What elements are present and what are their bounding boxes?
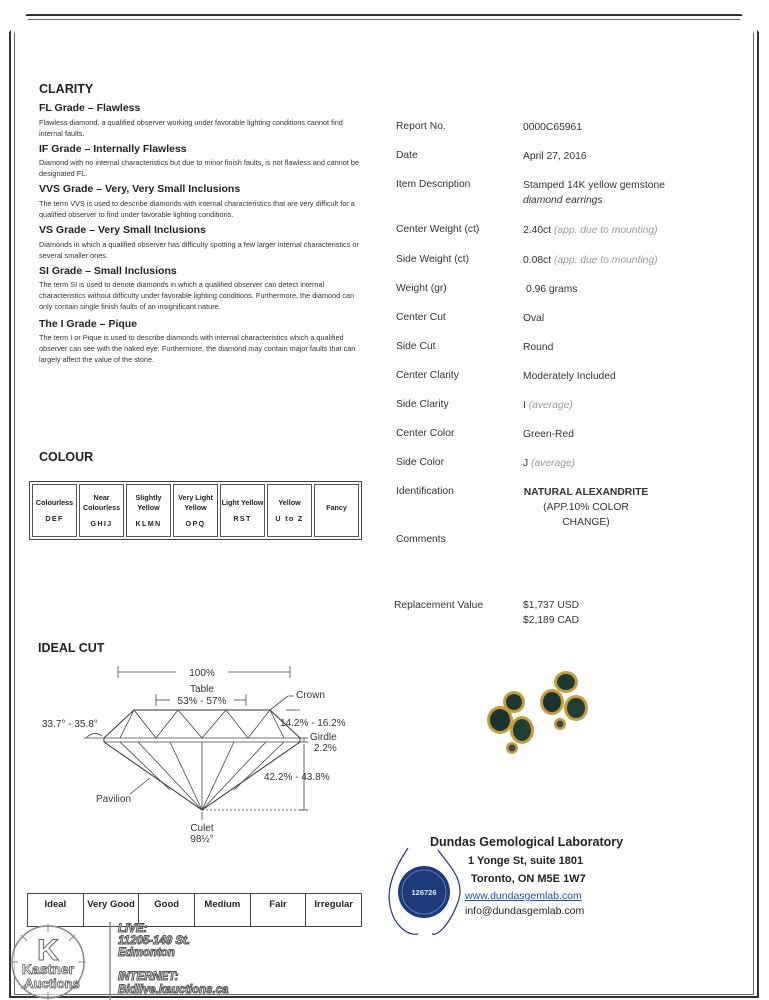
side-clarity-label: Side Clarity	[396, 399, 449, 410]
center-weight-value	[523, 223, 658, 238]
diagram-culet-value: 98½°	[190, 834, 214, 845]
lab-seal-stamp	[378, 846, 472, 938]
item-description-line1: Stamped 14K yellow gemstone	[523, 180, 665, 191]
cut-grade-cell: Ideal	[28, 894, 84, 926]
diagram-girdle-label: Girdle	[310, 732, 337, 743]
diagram-girdle-value: 2.2%	[314, 743, 337, 754]
colour-cell-label: Fancy	[326, 502, 347, 512]
diagram-culet-label: Culet	[190, 823, 214, 834]
colour-cell	[126, 484, 171, 537]
replacement-value-usd: $1,737 USD	[523, 600, 580, 611]
side-weight-amount: 0.08ct	[523, 255, 552, 266]
lab-email[interactable]: info@dundasgemlab.com	[465, 905, 585, 917]
earrings-photo	[480, 668, 600, 786]
side-cut-value: Round	[523, 342, 554, 353]
clarity-grade-desc: The term I or Pique is used to describe diamonds with internal characteristics which a qualified observer can see with the naked eye. Furthermore, the diamond may contain major faults that can largely affect the value of the stone.	[39, 333, 356, 364]
diagram-crown-height: 14.2% - 16.2%	[280, 718, 346, 729]
report-no-label: Report No.	[396, 121, 446, 132]
colour-cell-grades: U to Z	[275, 513, 304, 523]
weight-grams-value: 0.96 grams	[526, 284, 578, 295]
watermark-internet-label: INTERNET:	[118, 971, 179, 983]
colour-cell	[32, 484, 77, 537]
side-cut-label: Side Cut	[396, 341, 436, 352]
clarity-grade-desc: The term VVS is used to describe diamonds with internal characteristics that are very difficult for a qualified observer to find under favorable lighting conditions.	[39, 199, 355, 219]
lab-address-line2: Toronto, ON M5E 1W7	[471, 873, 586, 885]
colour-cell	[220, 484, 265, 537]
side-weight-note: (app. due to mounting)	[553, 255, 658, 266]
colour-cell-label: Slightly Yellow	[135, 492, 162, 512]
side-weight-label: Side Weight (ct)	[396, 254, 470, 265]
cut-grade-cell: Very Good	[84, 894, 140, 926]
identification-value	[521, 485, 651, 530]
center-color-value: Green-Red	[523, 429, 574, 440]
side-color-note: (average)	[531, 458, 576, 469]
colour-heading: COLOUR	[39, 450, 94, 464]
side-weight-value	[523, 253, 658, 268]
clarity-grade-title: SI Grade – Small Inclusions	[39, 265, 177, 277]
side-clarity-grade: I	[523, 400, 526, 411]
diagram-crown-label: Crown	[296, 690, 325, 701]
clarity-grade-title: FL Grade – Flawless	[39, 102, 141, 114]
colour-cell-grades: GHIJ	[90, 518, 113, 528]
watermark-live-label: LIVE:	[118, 923, 148, 935]
identification-label: Identification	[396, 486, 454, 497]
colour-cell-grades: KLMN	[135, 518, 162, 528]
report-no-value: 0000C65961	[523, 122, 582, 133]
item-description-line2: diamond earrings	[523, 195, 603, 206]
diagram-crown-angle: 33.7° - 35.8°	[42, 719, 98, 730]
watermark-live-address2: Edmonton	[118, 947, 175, 959]
cut-grade-cell: Irregular	[314, 899, 353, 910]
colour-cell-label: Very Light Yellow	[178, 492, 213, 512]
clarity-grade-title: The I Grade – Pique	[39, 318, 138, 330]
colour-cell	[79, 484, 124, 537]
center-cut-label: Center Cut	[396, 312, 446, 323]
center-color-label: Center Color	[396, 428, 455, 439]
identification-stone: NATURAL ALEXANDRITE	[523, 487, 649, 498]
replacement-value-cad: $2,189 CAD	[523, 615, 580, 626]
replacement-value-amount	[523, 598, 579, 628]
colour-cell	[267, 484, 312, 537]
side-color-value	[523, 456, 575, 471]
diagram-width-label: 100%	[189, 668, 215, 679]
clarity-grade-desc: Flawless diamond, a qualified observer working under favorable lighting conditions cannot find internal faults.	[39, 118, 343, 138]
colour-cell-label: Light Yellow	[221, 497, 264, 507]
svg-text:K: K	[37, 934, 59, 967]
clarity-heading: CLARITY	[39, 82, 94, 96]
lab-website-link[interactable]: www.dundasgemlab.com	[465, 890, 582, 902]
item-description-value	[523, 178, 665, 208]
side-clarity-note: (average)	[528, 400, 573, 411]
comments-label: Comments	[396, 534, 446, 545]
colour-cell-label: Near Colourless	[82, 492, 121, 512]
replacement-value-label: Replacement Value	[394, 600, 484, 611]
colour-cell-grades: DEF	[45, 513, 64, 523]
colour-cell-label: Yellow	[278, 497, 301, 507]
center-clarity-value: Moderately Included	[523, 371, 616, 382]
item-description-label: Item Description	[396, 179, 471, 190]
clarity-grade-desc: The term SI is used to denote diamonds in which a qualified observer can detect internal characteristics without difficulty under favorable lighting conditions. Furthermore, the diamond can only contain single finish faults of an insignificant nature.	[39, 280, 355, 311]
clarity-grade-title: VVS Grade – Very, Very Small Inclusions	[39, 183, 241, 195]
watermark-live-address1: 11205-149 St.	[118, 935, 191, 947]
watermark-brand-line2: Auctions	[24, 976, 80, 991]
clarity-grade-title: VS Grade – Very Small Inclusions	[39, 224, 206, 236]
colour-cell-grades: RST	[233, 513, 252, 523]
watermark-brand-line1: Kastner	[21, 961, 75, 977]
side-color-label: Side Color	[396, 457, 445, 468]
center-weight-amount: 2.40ct	[523, 225, 552, 236]
cut-grade-cell: Fair	[251, 894, 307, 926]
cut-grade-cell: Good	[139, 894, 195, 926]
center-weight-label: Center Weight (ct)	[396, 224, 480, 235]
clarity-grade-desc: Diamond with no internal characteristics but due to minor finish faults, is not flawless and cannot be designated FL.	[39, 158, 360, 178]
center-weight-note: (app. due to mounting)	[553, 225, 658, 236]
diagram-pavilion-depth: 42.2% - 43.8%	[264, 772, 330, 783]
center-clarity-label: Center Clarity	[396, 370, 459, 381]
diamond-proportion-diagram	[38, 660, 360, 850]
colour-cell	[173, 484, 218, 537]
colour-cell-grades: OPQ	[185, 518, 206, 528]
colour-cell	[314, 484, 359, 537]
cut-grade-cell: Medium	[195, 894, 251, 926]
side-clarity-value	[523, 398, 573, 413]
lab-address-line1: 1 Yonge St, suite 1801	[468, 855, 584, 867]
date-label: Date	[396, 150, 418, 161]
colour-scale-table	[29, 481, 362, 540]
lab-name: Dundas Gemological Laboratory	[430, 835, 624, 849]
side-color-grade: J	[523, 458, 529, 469]
diagram-table-label: Table	[190, 684, 214, 695]
center-cut-value: Oval	[523, 313, 545, 324]
clarity-grade-title: IF Grade – Internally Flawless	[39, 143, 187, 155]
clarity-grade-desc: Diamonds in which a qualified observer has difficulty spotting a few larger internal characteristics or several smaller ones.	[39, 240, 359, 260]
date-value: April 27, 2016	[523, 151, 587, 162]
watermark-internet-site: Bidlive.kauctions.ca	[118, 984, 229, 996]
identification-note: (APP.10% COLOR CHANGE)	[543, 502, 629, 528]
ideal-cut-heading: IDEAL CUT	[38, 641, 105, 655]
colour-cell-label: Colourless	[35, 497, 74, 507]
weight-grams-label: Weight (gr)	[396, 283, 447, 294]
seal-number: 126726	[411, 888, 437, 897]
diagram-pavilion-label: Pavilion	[96, 794, 132, 805]
diagram-table-range: 53% - 57%	[177, 696, 227, 707]
